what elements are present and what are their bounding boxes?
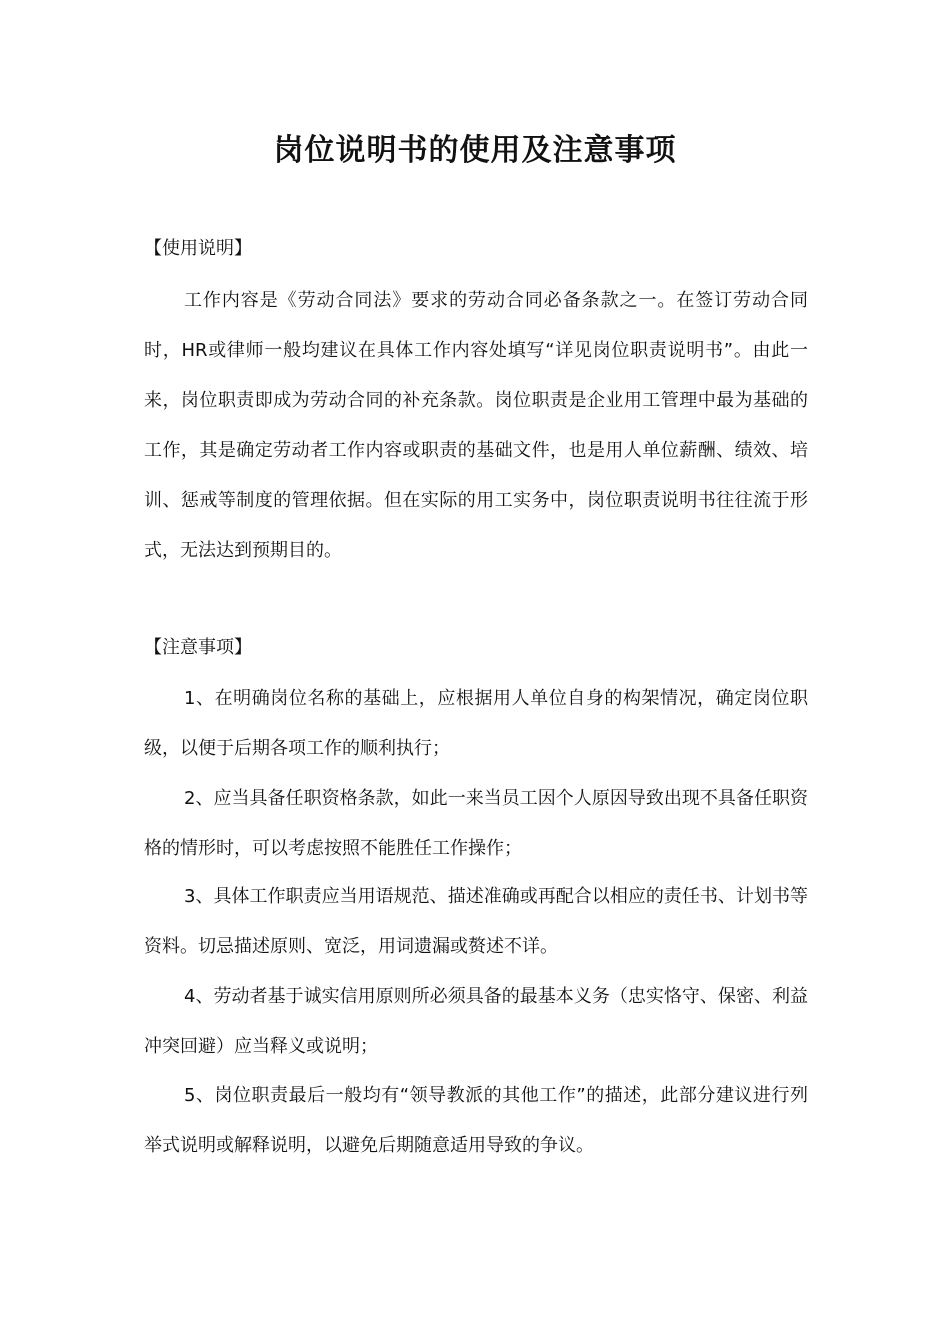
notes-heading: 【注意事项】 — [144, 637, 252, 658]
note-item-4: 4、劳动者基于诚实信用原则所必须具备的最基本义务（忠实恪守、保密、利益冲突回避）应当释义或说明； — [144, 986, 808, 1057]
note-item-5: 5、岗位职责最后一般均有“领导教派的其他工作”的描述，此部分建议进行列举式说明或解释说明，以避免后期随意适用导致的争议。 — [144, 1085, 808, 1156]
note-item-3: 3、具体工作职责应当用语规范、描述准确或再配合以相应的责任书、计划书等资料。切忌描述原则、宽泛，用词遗漏或赘述不详。 — [144, 886, 808, 957]
usage-paragraph: 工作内容是《劳动合同法》要求的劳动合同必备条款之一。在签订劳动合同时，HR或律师一般均建议在具体工作内容处填写“详见岗位职责说明书”。由此一来，岗位职责即成为劳动合同的补充条款。岗位职责是企业用工管理中最为基础的工作，其是确定劳动者工作内容或职责的基础文件，也是用人单位薪酬、绩效、培训、惩戒等制度的管理依据。但在实际的用工实务中，岗位职责说明书往往流于形式，无法达到预期目的。 — [144, 290, 808, 561]
note-item-1: 1、在明确岗位名称的基础上，应根据用人单位自身的构架情况，确定岗位职级，以便于后期各项工作的顺利执行； — [144, 688, 808, 759]
note-item-2: 2、应当具备任职资格条款，如此一来当员工因个人原因导致出现不具备任职资格的情形时，可以考虑按照不能胜任工作操作； — [144, 788, 808, 859]
document-title: 岗位说明书的使用及注意事项 — [273, 133, 677, 168]
usage-heading: 【使用说明】 — [144, 238, 252, 259]
